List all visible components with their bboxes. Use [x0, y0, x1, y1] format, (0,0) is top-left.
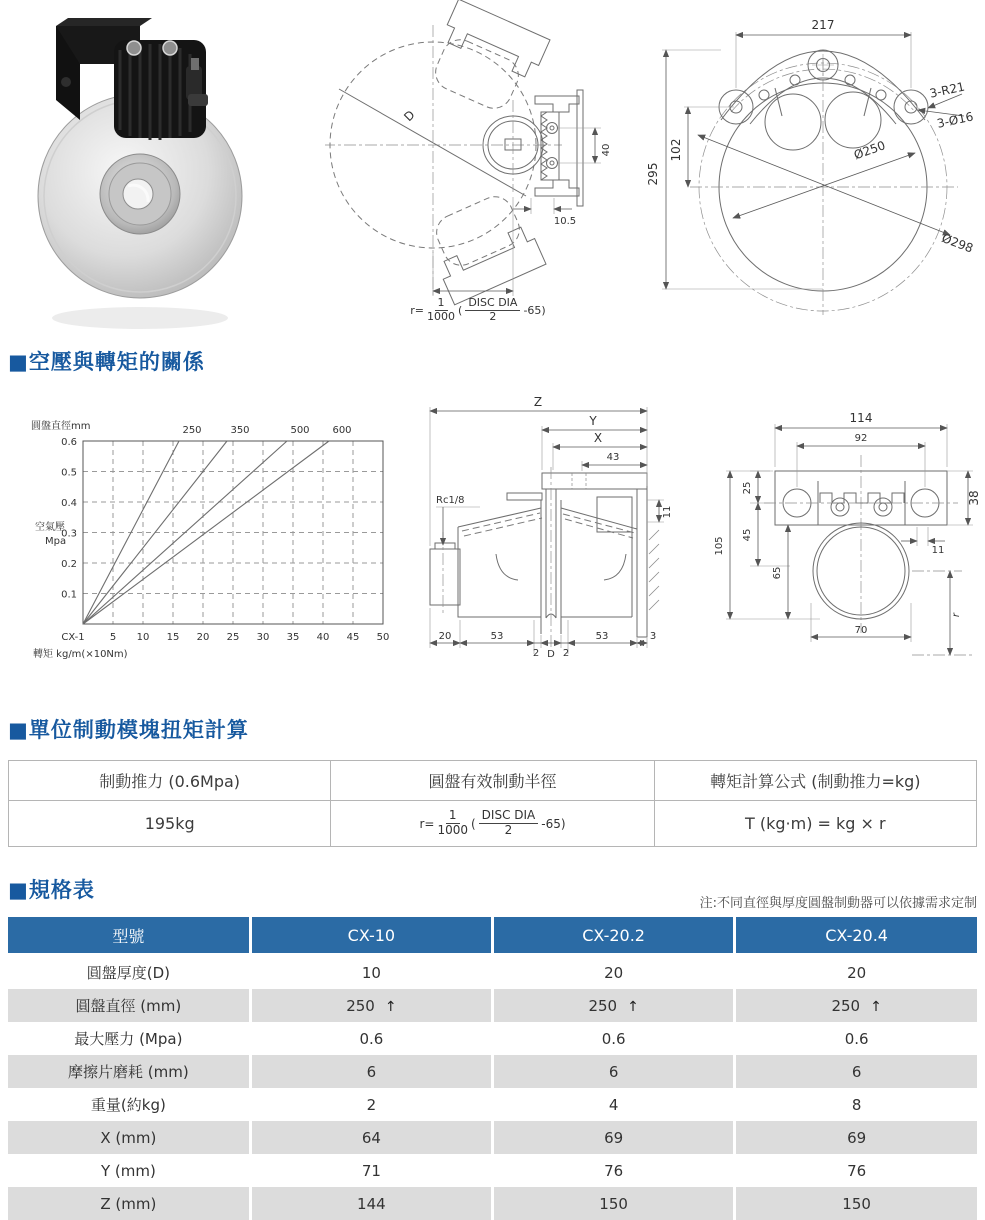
torque-header-formula: 轉矩計算公式 (制動推力=kg): [654, 761, 976, 801]
caliper-bracket: [719, 50, 928, 150]
spec-cell: 0.6: [493, 1022, 735, 1055]
bottom-clamp: [437, 224, 546, 305]
torque-formula-value: T (kg·m) = kg × r: [654, 801, 976, 847]
front-view-drawing: [646, 2, 985, 322]
y-tick-label: 0.4: [61, 498, 77, 509]
brake-module-drawing: [700, 393, 985, 677]
spec-cell: 76: [493, 1154, 735, 1187]
section-title-unit-torque: ■單位制動模塊扭矩計算: [8, 718, 249, 742]
spec-cell: 0.6: [250, 1022, 492, 1055]
spec-cell: 71: [250, 1154, 492, 1187]
torque-header-radius: 圓盤有效制動半徑: [331, 761, 654, 801]
torque-table-value-row: [9, 801, 977, 847]
spec-cell: 69: [493, 1121, 735, 1154]
spec-row-label: 圓盤厚度(D): [86, 964, 170, 982]
spec-cell: 2: [250, 1088, 492, 1121]
series-label-500: 500: [290, 425, 310, 436]
mount-profile: [535, 90, 583, 206]
dim-label-10-5: 10.5: [553, 216, 577, 227]
x-tick-label: 35: [286, 632, 300, 643]
spec-cell: 8: [735, 1088, 977, 1121]
dim-label-102: 102: [669, 138, 683, 162]
spec-cell: 6: [493, 1055, 735, 1088]
torque-calc-table: [8, 760, 977, 847]
dim-label-40: 40: [601, 143, 612, 157]
up-arrow-icon: ↑: [384, 998, 397, 1015]
section-title-pressure-torque: ■空壓與轉矩的關係: [8, 350, 205, 374]
dim-10-5: [513, 198, 576, 227]
dim-radius-baseline: [433, 197, 513, 296]
y-axis-label-1: 空氣壓: [35, 522, 65, 533]
spec-cell: 10: [250, 955, 492, 990]
bottom-dims: [430, 608, 656, 660]
y-tick-label: 0.3: [61, 528, 77, 540]
spec-cell: 76: [735, 1154, 977, 1187]
dim-label-2a: 2: [532, 648, 540, 659]
section-title-spec: ■規格表: [8, 878, 95, 902]
dim-label-38: 38: [967, 490, 981, 506]
dim-11: [901, 527, 945, 556]
torque-radius-formula: r= $\frac{1}{1000}$ ( $\frac{\text{DISC DIA}}{2}$ -65): [331, 801, 654, 847]
dim-38: [947, 471, 981, 525]
spec-cell: 20: [735, 955, 977, 990]
spec-row-label: 最大壓力 (Mpa): [74, 1030, 183, 1048]
dim-label-65: 65: [772, 566, 783, 580]
label-3-r21: [928, 80, 966, 108]
spec-header-CX-20.2: CX-20.2: [493, 917, 735, 955]
spec-row: [8, 1187, 977, 1220]
spec-row-label: Y (mm): [100, 1161, 156, 1180]
spec-row: [8, 1055, 977, 1088]
dim-label-45: 45: [742, 528, 753, 542]
series-label-350: 350: [230, 425, 250, 436]
disc-brake-product-photo: [28, 4, 243, 336]
spec-table: [8, 917, 977, 1220]
spec-cell: 4: [493, 1088, 735, 1121]
dim-40: [558, 128, 612, 163]
y-tick-label: 0.6: [61, 437, 77, 448]
spec-cell: 150: [493, 1187, 735, 1220]
x-tick-label: 40: [316, 632, 330, 643]
formula-fraction-2: $\frac{\text{DISC DIA}}{2}$: [465, 297, 520, 323]
dim-label-105: 105: [714, 536, 725, 556]
dim-217: [736, 18, 911, 88]
dim-x: [553, 431, 647, 470]
dim-label-r: r: [951, 612, 962, 618]
dim-label-D: D: [401, 107, 418, 125]
radius-formula-caption: [398, 297, 558, 323]
cross-section-drawing: [400, 382, 695, 680]
spec-header-model: 型號: [8, 917, 250, 955]
up-arrow-icon: ↑: [870, 998, 882, 1015]
dim-label-rc18: Rc1/8: [436, 495, 465, 506]
top-pad-dashed: [430, 34, 524, 114]
spec-header-CX-10: CX-10: [250, 917, 492, 955]
spec-cell: 144: [250, 1187, 492, 1220]
spec-cell: 6: [735, 1055, 977, 1088]
spec-row: [8, 955, 977, 990]
x-axis-label: 轉矩 kg/m(×10Nm): [33, 649, 128, 660]
dim-65: [772, 525, 788, 619]
y-axis-label-2: Mpa: [45, 536, 67, 547]
dim-label-70: 70: [854, 625, 868, 636]
spec-row: [8, 1121, 977, 1154]
dim-label-250: Ø250: [852, 138, 888, 163]
x-tick-label: 25: [226, 632, 240, 643]
spec-row-label: 圓盤直徑 (mm): [8, 989, 250, 1022]
side-view-drawing: [325, 0, 640, 335]
y-tick-label: 0.1: [61, 589, 77, 601]
y-tick-label: 0.5: [61, 467, 77, 479]
spec-row: [8, 1022, 977, 1055]
spec-row-label: X (mm): [8, 1121, 250, 1154]
y-tick-label: 0.2: [61, 559, 77, 570]
dim-label-2b: 2: [562, 648, 570, 659]
series-label-250: 250: [182, 425, 202, 436]
x-tick-label: 10: [136, 632, 150, 643]
spec-custom-note: 注:不同直徑與厚度圓盤制動器可以依據需求定制: [699, 896, 977, 911]
dim-label-d: D: [547, 649, 555, 660]
x-origin-label: CX-1: [61, 632, 85, 643]
spec-row-label: 重量(約kg): [90, 1096, 166, 1114]
dim-label-25: 25: [742, 481, 753, 495]
dim-43: [582, 452, 647, 471]
up-arrow-icon: ↑: [627, 998, 639, 1015]
torque-table-header-row: [9, 761, 977, 801]
dim-label-43: 43: [606, 452, 620, 463]
hub-section: [483, 100, 543, 192]
series-label-600: 600: [332, 425, 352, 436]
x-tick-label: 15: [166, 632, 180, 643]
spec-cell: 6: [250, 1055, 492, 1088]
spec-cell: 250 ↑: [735, 989, 977, 1022]
dim-r: [912, 571, 974, 655]
dim-label-295: 295: [646, 162, 660, 186]
formula-fraction-1: $\frac{1}{1000}$: [427, 296, 456, 323]
spec-row: [8, 1154, 977, 1187]
pressure-torque-chart: [25, 413, 397, 683]
dim-label-92: 92: [854, 433, 868, 444]
dim-label-114: 114: [849, 411, 873, 425]
spec-cell: 250 ↑: [250, 989, 492, 1022]
spec-cell: 20: [493, 955, 735, 990]
x-tick-label: 45: [346, 632, 360, 643]
spec-cell: 0.6: [735, 1022, 977, 1055]
dim-label-y: Y: [589, 414, 597, 428]
formula-tail: -65): [523, 303, 546, 317]
formula-lead: r=: [410, 303, 425, 317]
dim-45: [742, 503, 790, 566]
dim-label-11b: 11: [931, 545, 945, 556]
spec-header-row: [8, 917, 977, 955]
dim-295: [646, 50, 823, 289]
spec-cell: 69: [735, 1121, 977, 1154]
spec-row-label: Z (mm): [8, 1187, 250, 1220]
photo-shadow: [52, 307, 228, 329]
spec-cell: 150: [735, 1187, 977, 1220]
dim-label-53a: 53: [490, 631, 504, 642]
formula-open-paren: (: [458, 303, 463, 317]
torque-thrust-value: 195kg: [9, 801, 331, 847]
dim-25: [742, 471, 773, 503]
dim-label-z: Z: [533, 395, 543, 409]
dim-label-53b: 53: [595, 631, 609, 642]
module-outline: [764, 455, 958, 633]
spec-cell: 250 ↑: [493, 989, 735, 1022]
dim-label-3: 3: [649, 631, 657, 642]
dim-11-right: [647, 500, 673, 522]
disc-diameter-line: [339, 89, 526, 196]
dim-250: [733, 138, 915, 218]
dim-label-20: 20: [438, 631, 452, 642]
dim-z: [430, 395, 647, 546]
spec-row: [8, 1088, 977, 1121]
dim-label-217: 217: [811, 18, 835, 32]
x-tick-label: 50: [376, 632, 390, 643]
torque-header-thrust: 制動推力 (0.6Mpa): [9, 761, 331, 801]
svg-text:3-Ø16: 3-Ø16: [935, 109, 975, 131]
x-tick-label: 30: [256, 632, 270, 643]
label-3-o16: [918, 109, 975, 130]
spec-header-CX-20.4: CX-20.4: [735, 917, 977, 955]
x-tick-label: 5: [109, 632, 117, 643]
spec-row-label: 摩擦片磨耗 (mm): [8, 1055, 250, 1088]
spec-row: [8, 989, 977, 1022]
chart-corner-label: 圓盤直徑mm: [31, 421, 91, 432]
dim-label-11: 11: [662, 505, 673, 519]
dim-label-x: X: [593, 431, 603, 445]
dim-105: [714, 471, 820, 619]
dim-label-298: Ø298: [939, 230, 976, 256]
x-tick-label: 20: [196, 632, 210, 643]
svg-text:3-R21: 3-R21: [928, 79, 967, 101]
dim-298: [698, 135, 975, 256]
spec-cell: 64: [250, 1121, 492, 1154]
